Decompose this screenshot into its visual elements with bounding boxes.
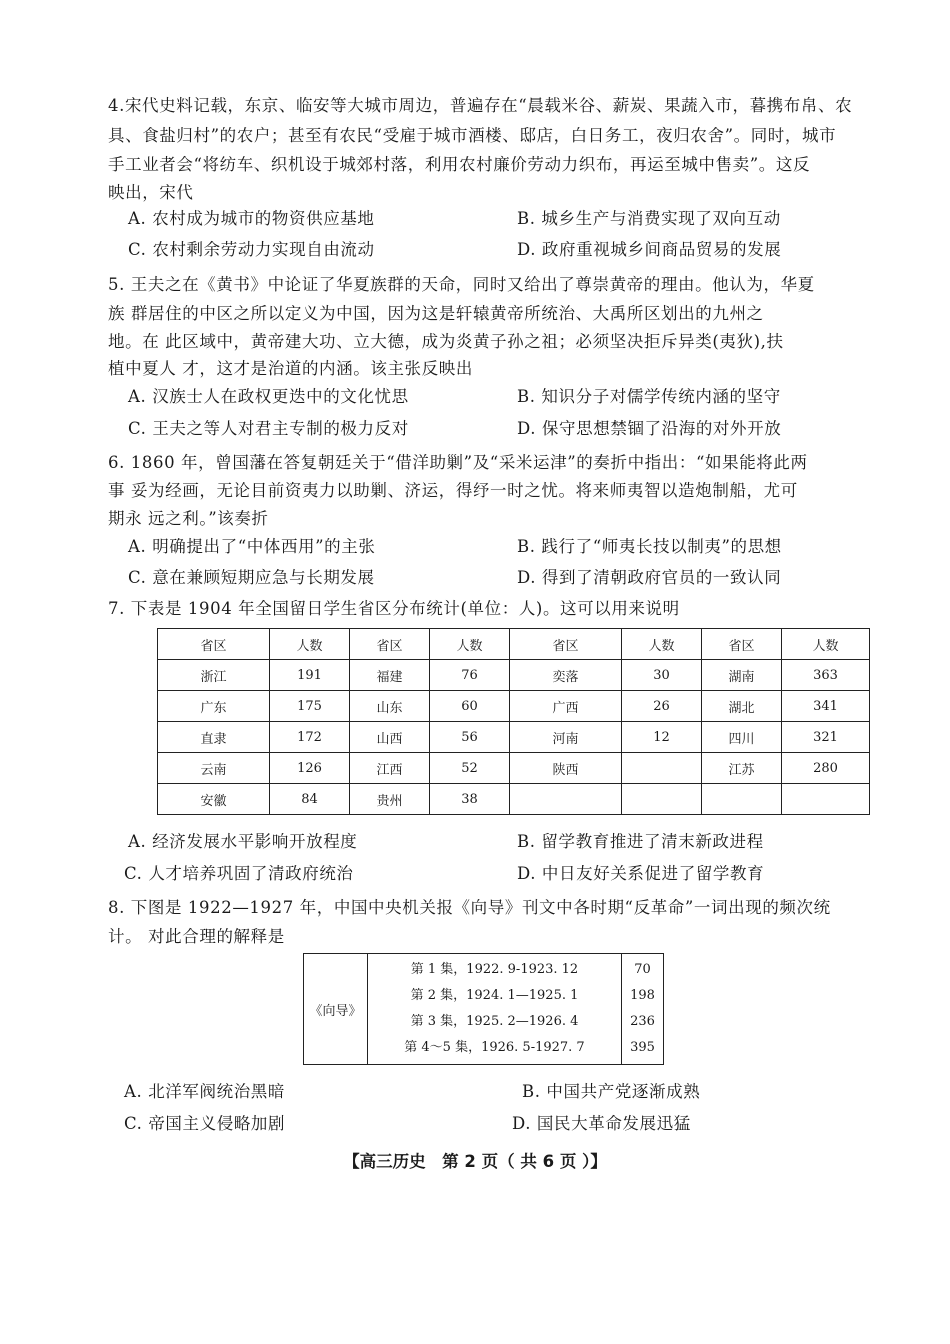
student-distribution-table — [157, 628, 870, 815]
table-cell: 安徽 — [158, 784, 270, 815]
question-6-line: 期永 远之利。”该奏折 — [108, 509, 269, 528]
table-cell: 26 — [622, 691, 702, 722]
option-a[interactable]: A. 明确提出了“中体西用”的主张 — [128, 537, 376, 556]
table-cell: 贵州 — [350, 784, 430, 815]
option-a[interactable]: A. 汉族士人在政权更迭中的文化忧思 — [128, 387, 409, 406]
table-cell: 浙江 — [158, 660, 270, 691]
table-cell: 云南 — [158, 753, 270, 784]
question-4-line: 映出，宋代 — [108, 183, 194, 202]
table-cell: 湖南 — [702, 660, 782, 691]
table-label-cell: 《向导》 — [304, 954, 368, 1065]
table-cell: 江苏 — [702, 753, 782, 784]
table-cell: 30 — [622, 660, 702, 691]
option-c[interactable]: C. 王夫之等人对君主专制的极力反对 — [128, 419, 409, 438]
table-cell: 广东 — [158, 691, 270, 722]
option-b[interactable]: B. 知识分子对儒学传统内涵的坚守 — [517, 387, 781, 406]
question-5-line: 5. 王夫之在《黄书》中论证了华夏族群的天命，同时又给出了尊崇黄帝的理由。他认为，华夏 — [108, 275, 815, 294]
table-cell: 191 — [270, 660, 350, 691]
table-row — [158, 691, 870, 722]
question-5-line: 地。在 此区域中，黄帝建大功、立大德，成为炎黄子孙之祖；必须坚决拒斥异类(夷狄),扶 — [108, 332, 784, 351]
table-header-row — [158, 629, 870, 660]
period-text: 第 2 集，1924. 1—1925. 1 — [410, 988, 579, 1003]
table-header-cell: 人数 — [622, 629, 702, 660]
table-row — [158, 722, 870, 753]
table-cell: 172 — [270, 722, 350, 753]
option-d[interactable]: D. 中日友好关系促进了留学教育 — [517, 864, 765, 883]
count-value: 198 — [630, 988, 655, 1003]
page-footer: 【高三历史 第 2 页（ 共 6 页 ）】 — [343, 1152, 607, 1171]
table-cell: 江西 — [350, 753, 430, 784]
table-cell: 126 — [270, 753, 350, 784]
option-d[interactable]: D. 政府重视城乡间商品贸易的发展 — [517, 240, 782, 259]
table-cell: 321 — [782, 722, 870, 753]
table-cell: 280 — [782, 753, 870, 784]
question-5-line: 族 群居住的中区之所以定义为中国，因为这是轩辕黄帝所统治、大禹所区划出的九州之 — [108, 304, 764, 323]
table-cell — [510, 784, 622, 815]
table-header-cell: 人数 — [782, 629, 870, 660]
question-4-line: 手工业者会“将纺车、织机设于城郊村落，利用农村廉价劳动力织布，再运至城中售卖”。这反 — [108, 155, 811, 174]
question-8-line: 计。 对此合理的解释是 — [108, 927, 285, 946]
question-5-line: 植中夏人 才，这才是治道的内涵。该主张反映出 — [108, 359, 473, 378]
table-cell: 363 — [782, 660, 870, 691]
table-cell — [622, 753, 702, 784]
table-cell: 山东 — [350, 691, 430, 722]
table-cell: 84 — [270, 784, 350, 815]
table-cell — [782, 784, 870, 815]
option-c[interactable]: C. 农村剩余劳动力实现自由流动 — [128, 240, 375, 259]
option-d[interactable]: D. 保守思想禁锢了沿海的对外开放 — [517, 419, 782, 438]
option-d[interactable]: D. 得到了清朝政府官员的一致认同 — [517, 568, 782, 587]
option-d[interactable]: D. 国民大革命发展迅猛 — [512, 1114, 691, 1133]
count-value: 236 — [630, 1014, 655, 1029]
table-header-cell: 省区 — [158, 629, 270, 660]
table-header-cell: 省区 — [702, 629, 782, 660]
period-text: 第 4～5 集，1926. 5-1927. 7 — [404, 1040, 585, 1055]
count-value: 70 — [634, 962, 651, 977]
table-row — [158, 784, 870, 815]
option-a[interactable]: A. 农村成为城市的物资供应基地 — [128, 209, 375, 228]
count-value: 395 — [630, 1040, 655, 1055]
table-row — [158, 753, 870, 784]
table-cell — [622, 784, 702, 815]
option-a[interactable]: A. 北洋军阀统治黑暗 — [124, 1082, 286, 1101]
table-cell: 陕西 — [510, 753, 622, 784]
option-c[interactable]: C. 人才培养巩固了清政府统治 — [124, 864, 354, 883]
table-cell: 湖北 — [702, 691, 782, 722]
table-cell: 38 — [430, 784, 510, 815]
period-text: 第 1 集，1922. 9-1923. 12 — [410, 962, 579, 977]
question-8-line: 8. 下图是 1922—1927 年，中国中央机关报《向导》刊文中各时期“反革命”一词出现的频次统 — [108, 898, 831, 917]
option-c[interactable]: C. 帝国主义侵略加剧 — [124, 1114, 286, 1133]
option-a[interactable]: A. 经济发展水平影响开放程度 — [128, 832, 358, 851]
question-6-line: 6. 1860 年，曾国藩在答复朝廷关于“借洋助剿”及“采米运津”的奏折中指出：“如果能将此两 — [108, 453, 808, 472]
option-c[interactable]: C. 意在兼顾短期应急与长期发展 — [128, 568, 375, 587]
table-cell: 60 — [430, 691, 510, 722]
xiangdao-frequency-table — [303, 953, 664, 1065]
table-cell: 56 — [430, 722, 510, 753]
table-header-cell: 人数 — [270, 629, 350, 660]
table-cell: 福建 — [350, 660, 430, 691]
option-b[interactable]: B. 城乡生产与消费实现了双向互动 — [517, 209, 781, 228]
table-cell — [702, 784, 782, 815]
question-4-line: 4.宋代史料记载，东京、临安等大城市周边，普遍存在“晨载米谷、薪炭、果蔬入市，暮携布帛、农 — [108, 96, 853, 115]
table-header-cell: 省区 — [510, 629, 622, 660]
table-cell: 直隶 — [158, 722, 270, 753]
table-cell: 175 — [270, 691, 350, 722]
period-text: 第 3 集，1925. 2—1926. 4 — [410, 1014, 579, 1029]
table-counts-cell — [622, 954, 664, 1065]
table-cell: 52 — [430, 753, 510, 784]
table-cell: 341 — [782, 691, 870, 722]
table-cell: 奕落 — [510, 660, 622, 691]
table-periods-cell — [368, 954, 622, 1065]
question-6-line: 事 妥为经画，无论目前资夷力以助剿、济运，得纾一时之忧。将来师夷智以造炮制船，尤可 — [108, 481, 798, 500]
table-cell: 76 — [430, 660, 510, 691]
table-row — [158, 660, 870, 691]
table-cell: 广西 — [510, 691, 622, 722]
table-cell: 四川 — [702, 722, 782, 753]
table-header-cell: 省区 — [350, 629, 430, 660]
table-header-cell: 人数 — [430, 629, 510, 660]
option-b[interactable]: B. 留学教育推进了清末新政进程 — [517, 832, 764, 851]
option-b[interactable]: B. 践行了“师夷长技以制夷”的思想 — [517, 537, 782, 556]
option-b[interactable]: B. 中国共产党逐渐成熟 — [522, 1082, 701, 1101]
question-4-line: 具、食盐归村”的农户；甚至有农民“受雇于城市酒楼、邸店，白日务工，夜归农舍”。同时，城市 — [108, 126, 837, 145]
table-cell: 河南 — [510, 722, 622, 753]
table-cell: 山西 — [350, 722, 430, 753]
question-7-stem: 7. 下表是 1904 年全国留日学生省区分布统计(单位：人)。这可以用来说明 — [108, 599, 680, 618]
table-cell: 12 — [622, 722, 702, 753]
